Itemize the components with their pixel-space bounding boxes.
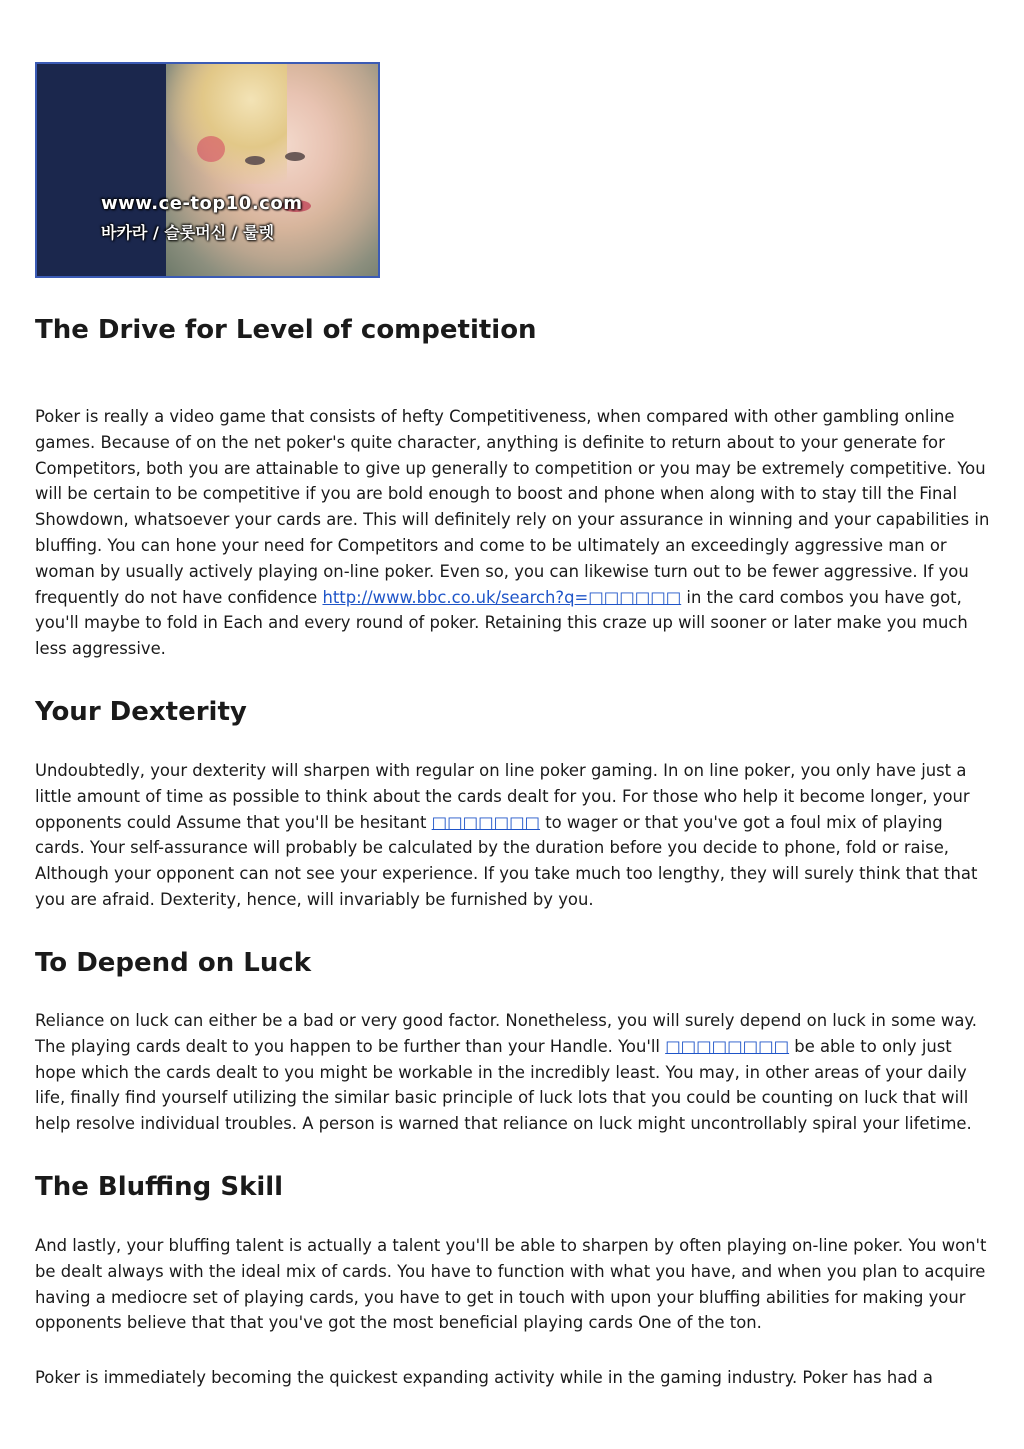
banner-face-paint: [197, 136, 225, 162]
section-heading-competition: The Drive for Level of competition: [35, 315, 537, 345]
paragraph-text: Undoubtedly, your dexterity will sharpen with regular on line poker gaming. In on line poker, you only have just a little amount of time as possible to think about the cards dealt for you. For those who help it become longer, your opponents could Assume that you'll be hesitant: [35, 761, 970, 832]
section-paragraph-competition: [35, 404, 990, 662]
banner-hair: [167, 64, 287, 184]
banner-eye-left: [245, 156, 265, 165]
paragraph-text: Reliance on luck can either be a bad or very good factor. Nonetheless, you will surely depend on luck in some way. The playing cards dealt to you happen to be further than your Handle. You'll: [35, 1011, 977, 1056]
banner-subtitle: 바카라 / 슬롯머신 / 룰렛: [101, 223, 275, 242]
section-heading-luck: To Depend on Luck: [35, 948, 312, 978]
paragraph-text: in the card combos you have got, you'll maybe to fold in Each and every round of poker. Retaining this craze up will sooner or later make you much less aggressive.: [35, 587, 968, 659]
paragraph-text: to wager or that you've got a foul mix of playing cards. Your self-assurance will probably be calculated by the duration before you decide to phone, fold or raise, Although your opponent can not see your experience. If you take much too lengthy, they will surely think that that you are afraid. Dexterity, hence, will invariably be furnished by you.: [35, 812, 978, 909]
banner-url-text: www.ce-top10.com: [101, 193, 303, 214]
section-paragraph-bluffing: And lastly, your bluffing talent is actually a talent you'll be able to sharpen by often playing on-line poker. You won't be dealt always with the ideal mix of cards. You have to function with what you have, and when you plan to acquire having a mediocre set of playing cards, you have to get in touch with upon your bluffing abilities for making your opponents believe that that you've got the most beneficial playing cards One of the ton.: [35, 1236, 987, 1333]
banner-dark-panel: [37, 64, 166, 276]
banner-eye-right: [285, 152, 305, 161]
banner-image[interactable]: [35, 62, 380, 278]
section-heading-bluffing: The Bluffing Skill: [35, 1172, 284, 1202]
inline-link[interactable]: □□□□□□□□: [665, 1036, 790, 1056]
inline-link[interactable]: □□□□□□□: [431, 812, 541, 832]
section-paragraph-luck: [35, 1008, 990, 1137]
article: [35, 62, 990, 1387]
section-paragraph-dexterity: [35, 758, 990, 913]
section-heading-dexterity: Your Dexterity: [35, 697, 247, 727]
closing-paragraph: Poker is immediately becoming the quickest expanding activity while in the gaming industry. Poker has had a: [35, 1368, 933, 1387]
paragraph-text: Poker is really a video game that consists of hefty Competitiveness, when compared with other gambling online games. Because of on the net poker's quite character, anything is definite to return about to your generate for Competitors, both you are attainable to give up generally to competition or you may be extremely competitive. You will be certain to be competitive if you are bold enough to boost and phone when along with to stay till the Final Showdown, whatsoever your cards are. This will definitely rely on your assurance in winning and your capabilities in bluffing. You can hone your need for Competitors and come to be ultimately an exceedingly aggressive man or woman by usually actively playing on-line poker. Even so, you can likewise turn out to be fewer aggressive. If you frequently do not have confidence: [35, 407, 990, 607]
bbc-search-link[interactable]: http://www.bbc.co.uk/search?q=□□□□□□: [322, 587, 682, 607]
paragraph-text: be able to only just hope which the cards dealt to you might be workable in the incredibly least. You may, in other areas of your daily life, finally find yourself utilizing the similar basic principle of luck lots that you could be counting on luck that will help resolve individual troubles. A person is warned that reliance on luck might uncontrollably spiral your lifetime.: [35, 1036, 972, 1134]
